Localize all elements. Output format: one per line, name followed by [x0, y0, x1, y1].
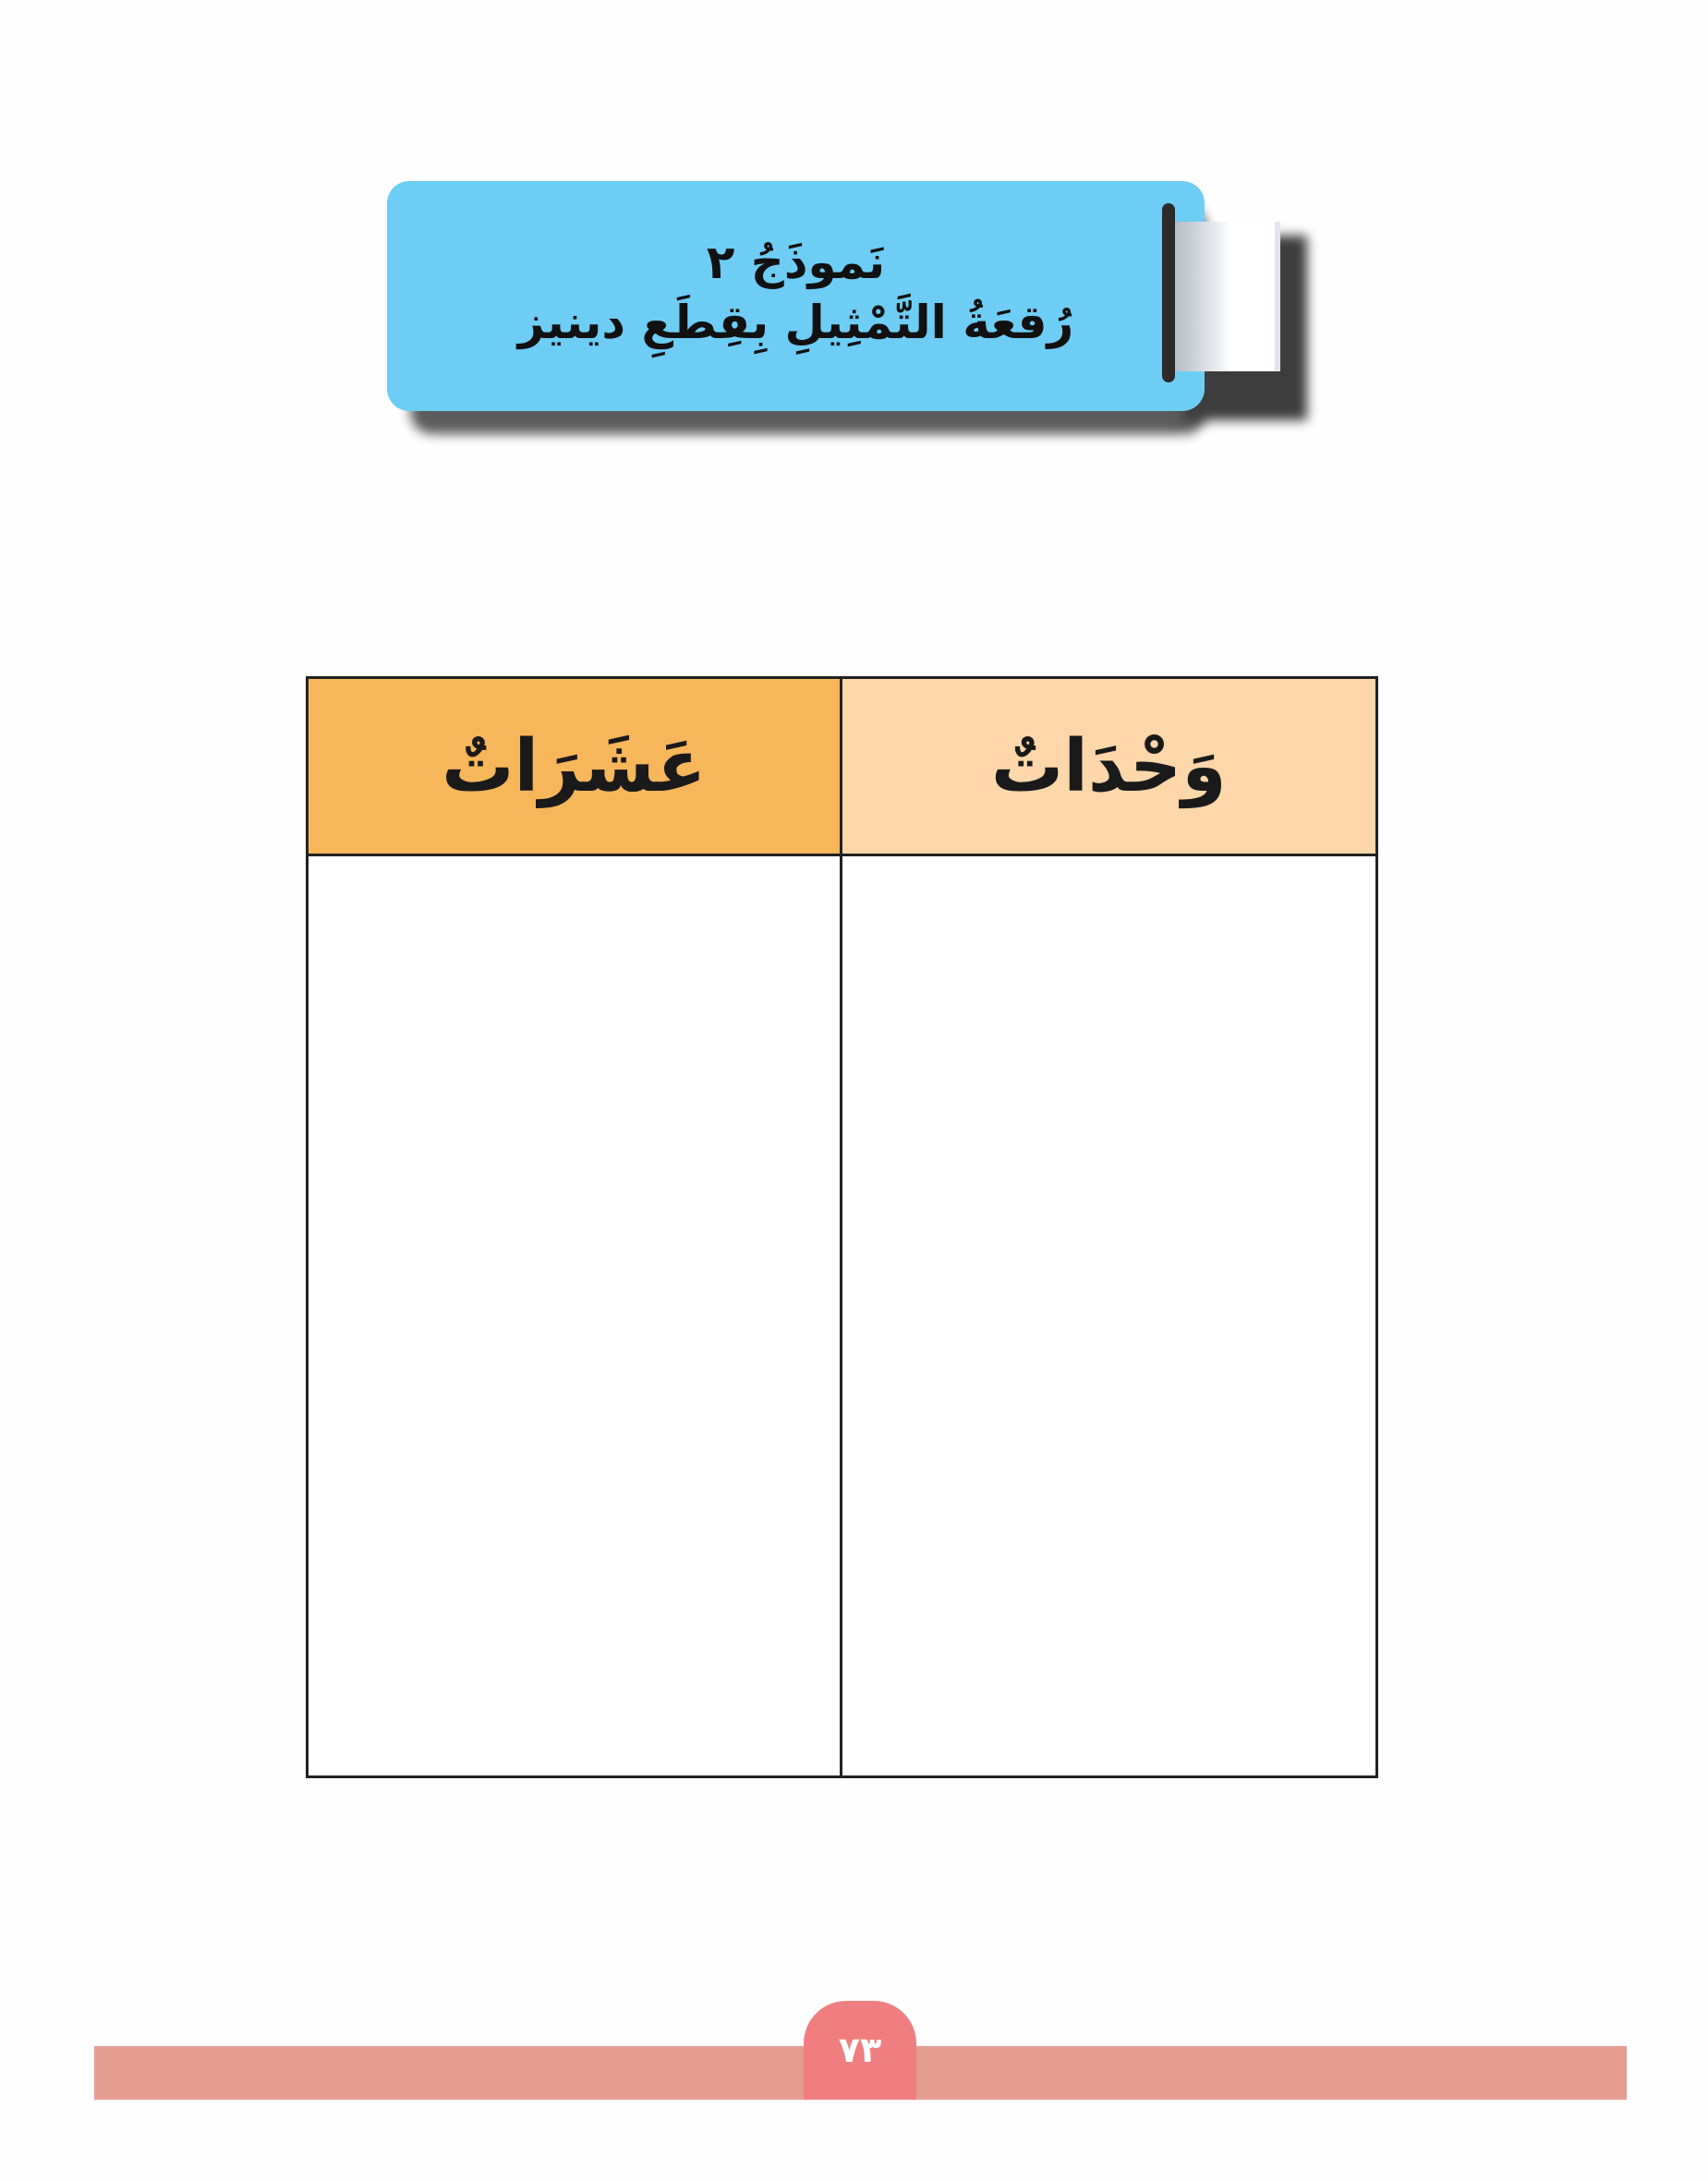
page-number-tab — [804, 2001, 916, 2100]
units-column — [842, 679, 1376, 1775]
units-area[interactable] — [842, 856, 1376, 1775]
units-header — [842, 679, 1376, 856]
tens-column — [309, 679, 842, 1775]
page-number: ٧٣ — [838, 2029, 882, 2070]
banner-subtitle: رُقعَةُ التَّمْثِيلِ بِقِطَعِ دينيز — [517, 295, 1074, 349]
banner-page-tab — [1166, 222, 1280, 371]
banner-title: نَموذَجُ ٢ — [706, 235, 886, 289]
banner-binding — [1162, 203, 1175, 382]
tens-label: عَشَرَاتٌ — [442, 724, 707, 808]
units-label: وَحْدَاتٌ — [990, 724, 1227, 808]
tens-header — [309, 679, 840, 856]
tens-area[interactable] — [309, 856, 840, 1775]
title-banner — [387, 181, 1205, 411]
place-value-table — [306, 676, 1378, 1778]
